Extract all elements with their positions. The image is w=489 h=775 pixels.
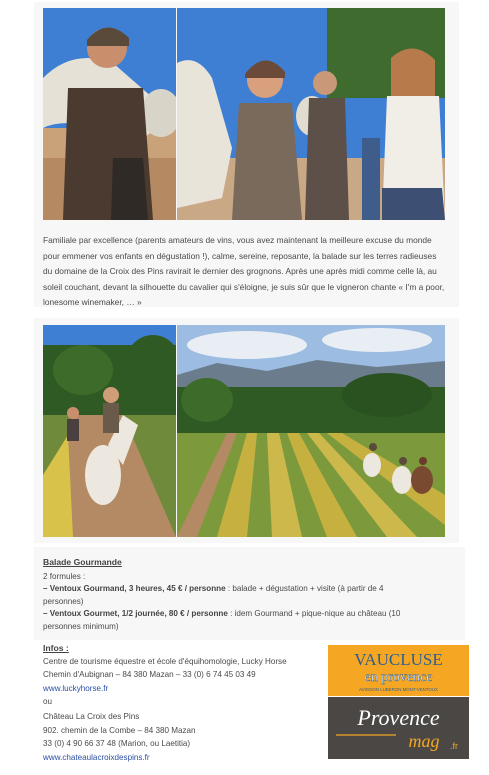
formula-2-desc: : idem Gourmand + pique-nique au château (10 xyxy=(227,609,401,618)
photo-vineyard-ride xyxy=(177,325,445,537)
vaucluse-line2: en provence xyxy=(364,670,433,685)
formula-1-desc: : balade + dégustation + visite (à partir de 4 xyxy=(225,584,384,593)
formula-1-name: – Ventoux Gourmand, 3 heures, 45 € / personne xyxy=(43,584,226,593)
chateau-website-link[interactable]: www.chateaulacroixdespins.fr xyxy=(43,753,150,762)
center-website-link[interactable]: www.luckyhorse.fr xyxy=(43,684,109,693)
chateau-name: Château La Croix des Pins xyxy=(43,712,140,721)
photo-rider-with-horse xyxy=(43,8,176,220)
intro-paragraph: Familiale par excellence (parents amateurs de vins, vous avez maintenant la meilleure excuse du monde pour emmener vos enfants en dégustation !), calme, sereine, reposante, la balade sur les terres radieuses du domaine de la Croix des Pins ravirait le dernier des grognons. Après une après midi comme celle là, au soleil couchant, devant la silhouette du cavalier qui s'éloigne, je suis sûr que le vigneron chante « I'm a poor, lonesome winemaker, … » xyxy=(43,235,445,307)
provence-line1: Provence xyxy=(357,705,440,730)
formula-1-continued: personnes) xyxy=(43,597,84,606)
provence-line2: mag xyxy=(408,731,440,751)
vaucluse-en-provence-logo xyxy=(328,645,469,696)
separator-text: ou xyxy=(43,697,53,706)
offer-formula-2 xyxy=(43,608,458,621)
offer-formula-1 xyxy=(43,583,453,596)
provence-tld: .fr xyxy=(450,741,458,751)
center-address: Chemin d'Aubignan – 84 380 Mazan – 33 (0) 6 74 45 03 49 xyxy=(43,670,256,679)
offer-title: Balade Gourmande xyxy=(43,557,122,567)
infos-title: Infos : xyxy=(43,643,69,653)
formula-2-continued: personnes minimum) xyxy=(43,622,119,631)
chateau-address: 902. chemin de la Combe – 84 380 Mazan xyxy=(43,726,196,735)
formula-2-name: – Ventoux Gourmet, 1/2 journée, 80 € / personne xyxy=(43,609,228,618)
photo-riders-on-path xyxy=(43,325,176,537)
vaucluse-line1: VAUCLUSE xyxy=(354,650,443,669)
offer-intro: 2 formules : xyxy=(43,572,86,581)
provence-mag-logo xyxy=(328,697,469,759)
vaucluse-tagline: AVIGNON LUBERON MONT-VENTOUX xyxy=(359,687,438,692)
photo-group-with-horse xyxy=(177,8,445,220)
center-name: Centre de tourisme équestre et école d'équihomologie, Lucky Horse xyxy=(43,657,287,666)
chateau-phone: 33 (0) 4 90 66 37 48 (Marion, ou Laetitia) xyxy=(43,739,191,748)
